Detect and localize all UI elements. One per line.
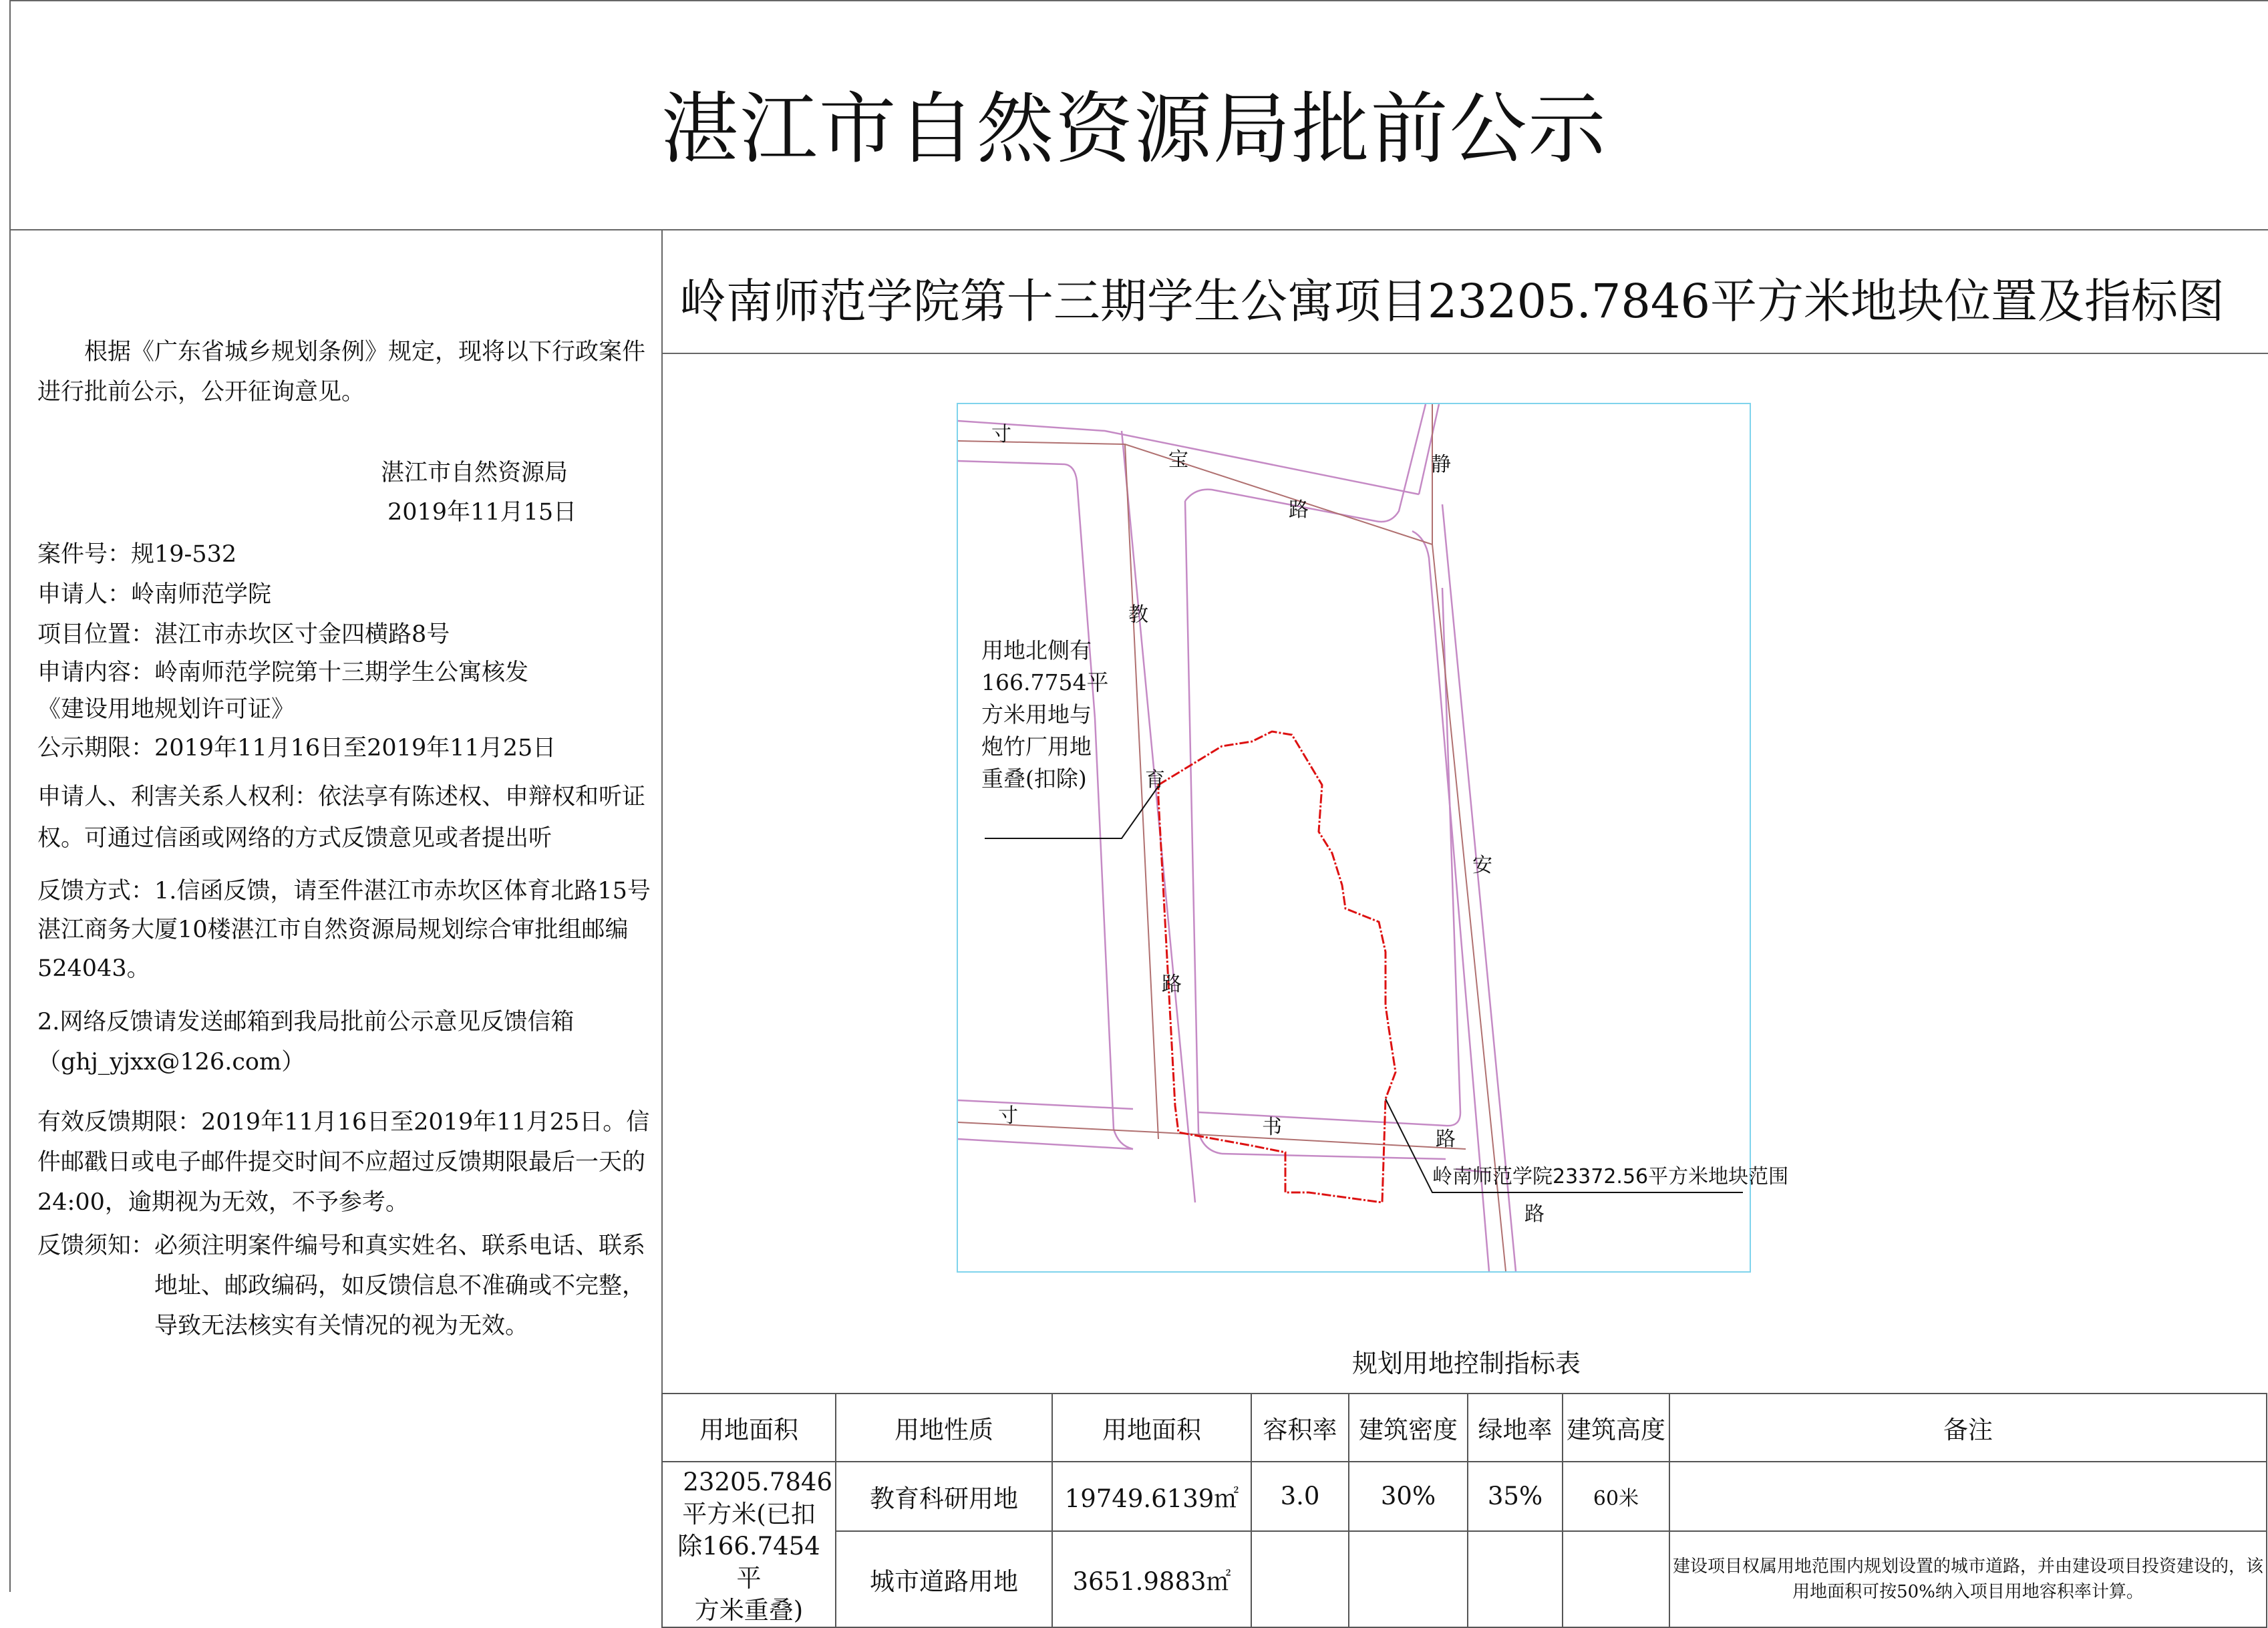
table-row — [662, 1462, 2267, 1531]
road-cunbao-edge — [958, 421, 1419, 494]
road-label: 安 — [1472, 854, 1492, 877]
north-overlap-note-line: 166.7754平 — [981, 669, 1109, 695]
header-cell: 用地面积 — [1052, 1394, 1251, 1462]
green-ratio — [1468, 1531, 1563, 1627]
feedback-method-email: 2.网络反馈请发送邮箱到我局批前公示意见反馈信箱（ghj_yjxx@126.com） — [37, 1009, 575, 1076]
floor-area-ratio — [1251, 1531, 1349, 1627]
land-use-type: 教育科研用地 — [836, 1462, 1052, 1531]
site-location-map — [957, 403, 1789, 1273]
map-drawing — [958, 404, 1789, 1271]
table-title: 规划用地控制指标表 — [1351, 1349, 1581, 1378]
notice-period: 公示期限：2019年11月16日至2019年11月25日 — [37, 735, 556, 762]
road-label: 路 — [1289, 498, 1309, 522]
building-density: 30% — [1349, 1462, 1468, 1531]
project-title: 岭南师范学院第十三期学生公寓项目23205.7846平方米地块位置及指标图 — [679, 274, 2225, 329]
header-divider — [9, 229, 2268, 230]
road-label: 路 — [1524, 1202, 1545, 1226]
case-number: 案件号：规19-532 — [37, 541, 237, 568]
north-overlap-note-line: 方米用地与 — [981, 701, 1092, 727]
header-cell: 建筑高度 — [1563, 1394, 1669, 1462]
table-header-row — [662, 1394, 2267, 1462]
road-label: 路 — [1162, 973, 1182, 996]
site-range-label: 岭南师范学院23372.56平方米地块范围 — [1432, 1165, 1789, 1188]
header-cell: 建筑密度 — [1349, 1394, 1468, 1462]
remark-empty — [1669, 1462, 2267, 1531]
building-height — [1563, 1531, 1669, 1627]
road-cunshu-edge — [958, 1100, 1133, 1109]
land-use-type: 城市道路用地 — [836, 1531, 1052, 1627]
road-jingan-edge — [1412, 531, 1489, 1271]
feedback-notes: 反馈须知： 必须注明案件编号和真实姓名、联系电话、联系地址、邮政编码，如反馈信息不准确或不完整，导致无法核实有关情况的视为无效。 — [37, 1233, 646, 1339]
road-label: 书 — [1262, 1116, 1282, 1139]
feedback-method-mail: 反馈方式：1.信函反馈，请至件湛江市赤坎区体育北路15号湛江商务大厦10楼湛江市自然资源局规划综合审批组邮编524043。 — [37, 878, 651, 982]
notice-date: 2019年11月15日 — [387, 499, 577, 526]
road-label: 静 — [1431, 453, 1451, 476]
road-jiaoyu-edge — [1095, 718, 1133, 1149]
floor-area-ratio: 3.0 — [1251, 1462, 1349, 1531]
party-rights: 申请人、利害关系人权利：依法享有陈述权、申辩权和听证权。可通过信函或网络的方式反馈意见或者提出听 — [37, 784, 646, 852]
frame-left — [9, 0, 11, 1592]
application-content: 申请内容：岭南师范学院第十三期学生公寓核发 《建设用地规划许可证》 — [37, 659, 529, 723]
control-indicator-table — [661, 1393, 2267, 1628]
frame-top — [9, 0, 2268, 1]
page-title: 湛江市自然资源局批前公示 — [661, 84, 1607, 174]
building-density — [1349, 1531, 1468, 1627]
north-annotation-leader — [985, 786, 1158, 838]
road-jiaoyu-centerline — [1125, 444, 1158, 1139]
header-cell: 用地面积 — [662, 1394, 836, 1462]
road-label: 路 — [1436, 1128, 1456, 1151]
road-label: 寸 — [991, 423, 1011, 446]
notice-intro: 根据《广东省城乡规划条例》规定，现将以下行政案件进行批前公示，公开征询意见。 — [37, 339, 646, 405]
building-height: 60米 — [1563, 1462, 1669, 1531]
road-label: 宝 — [1168, 448, 1188, 472]
project-location: 项目位置：湛江市赤坎区寸金四横路8号 — [37, 621, 450, 648]
remark-note: 建设项目权属用地范围内规划设置的城市道路，并由建设项目投资建设的，该用地面积可按50%纳入项目用地容积率计算。 — [1669, 1531, 2267, 1627]
header-cell: 绿地率 — [1468, 1394, 1563, 1462]
road-cunshu-edge — [958, 1139, 1133, 1149]
header-cell: 备注 — [1669, 1394, 2267, 1462]
land-area: 3651.9883㎡ — [1052, 1531, 1251, 1627]
applicant: 申请人：岭南师范学院 — [37, 581, 272, 608]
table-row — [662, 1531, 2267, 1627]
header-cell: 容积率 — [1251, 1394, 1349, 1462]
road-label: 教 — [1128, 603, 1148, 627]
column-divider — [661, 229, 663, 1592]
north-overlap-note-line: 用地北侧有 — [981, 637, 1092, 663]
road-label: 寸 — [998, 1104, 1018, 1128]
road-jiaoyu-edge — [1185, 501, 1222, 1154]
north-overlap-note-line: 重叠(扣除) — [981, 766, 1087, 792]
green-ratio: 35% — [1468, 1462, 1563, 1531]
north-overlap-note-line: 炮竹厂用地 — [981, 734, 1092, 760]
road-cunbao-edge — [958, 461, 1065, 464]
road-label: 育 — [1145, 768, 1165, 792]
notice-issuer: 湛江市自然资源局 — [381, 460, 569, 486]
land-area: 19749.6139㎡ — [1052, 1462, 1251, 1531]
header-cell: 用地性质 — [836, 1394, 1052, 1462]
road-cunshu-edge — [1198, 588, 1460, 1126]
road-cunshu-centerline — [958, 1122, 1466, 1149]
subtitle-divider — [661, 353, 2268, 354]
total-area-cell: 23205.7846 平方米(已扣 除166.7454平 方米重叠) — [662, 1462, 836, 1627]
valid-period: 有效反馈期限：2019年11月16日至2019年11月25日。信件邮戳日或电子邮件提交时间不应超过反馈期限最后一天的24:00，逾期视为无效，不予参考。 — [37, 1109, 650, 1216]
road-cunshu-edge — [1222, 1154, 1446, 1159]
